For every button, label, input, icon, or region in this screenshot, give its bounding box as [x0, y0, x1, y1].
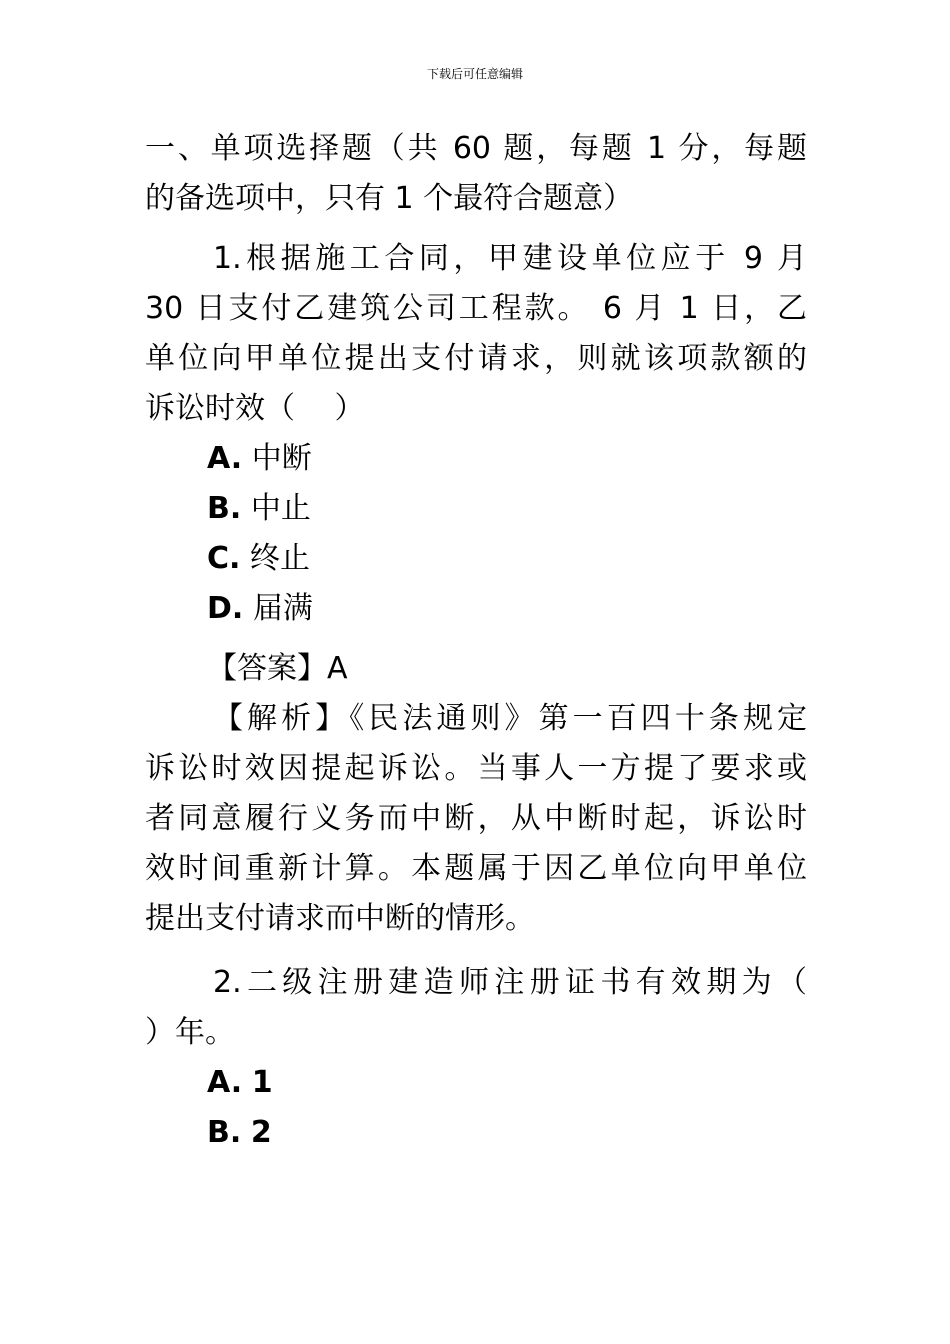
question-1-option-a: A. 中断: [207, 441, 312, 476]
question-1-line-2: 30 日支付乙建筑公司工程款。 6 月 1 日，乙: [145, 291, 807, 326]
question-1-line-1: 1.根据施工合同，甲建设单位应于 9 月: [213, 241, 807, 276]
question-2-line-1: 2.二级注册建造师注册证书有效期为（: [213, 965, 807, 1000]
question-1-option-d: D. 届满: [207, 591, 313, 626]
option-key: A: [207, 441, 231, 476]
question-1-analysis-line-5: 提出支付请求而中断的情形。: [145, 901, 535, 936]
option-key: A: [207, 1065, 231, 1100]
option-key: B: [207, 1115, 230, 1150]
section-title-line-2: 的备选项中，只有 1 个最符合题意）: [145, 181, 634, 216]
option-text: 届满: [252, 591, 313, 626]
question-1-line-4: 诉讼时效（ ）: [145, 391, 365, 426]
question-1-line-3: 单位向甲单位提出支付请求，则就该项款额的: [145, 341, 807, 376]
question-1-analysis-line-3: 者同意履行义务而中断，从中断时起，诉讼时: [145, 801, 807, 836]
option-text: 终止: [249, 541, 310, 576]
option-text: 中止: [250, 491, 311, 526]
option-text: 中断: [251, 441, 312, 476]
option-text: 1: [251, 1065, 273, 1100]
section-title-line-1: 一、单项选择题（共 60 题，每题 1 分，每题: [145, 131, 807, 166]
question-1-analysis-line-1: 【解析】《民法通则》第一百四十条规定: [213, 701, 807, 736]
question-2-line-2: ）年。: [145, 1015, 235, 1050]
option-key: C: [207, 541, 230, 576]
question-1-option-b: B. 中止: [207, 491, 311, 526]
question-1-answer: 【答案】A: [207, 651, 348, 686]
question-1-option-c: C. 终止: [207, 541, 310, 576]
option-text: 2: [250, 1115, 272, 1150]
page-header: 下载后可任意编辑: [426, 67, 523, 81]
question-2-option-a: A. 1: [207, 1065, 273, 1100]
question-1-analysis-line-4: 效时间重新计算。本题属于因乙单位向甲单位: [145, 851, 807, 886]
question-2-option-b: B. 2: [207, 1115, 272, 1150]
question-1-analysis-line-2: 诉讼时效因提起诉讼。当事人一方提了要求或: [145, 751, 807, 786]
option-key: D: [207, 591, 232, 626]
document-body: [145, 124, 807, 1158]
option-key: B: [207, 491, 230, 526]
